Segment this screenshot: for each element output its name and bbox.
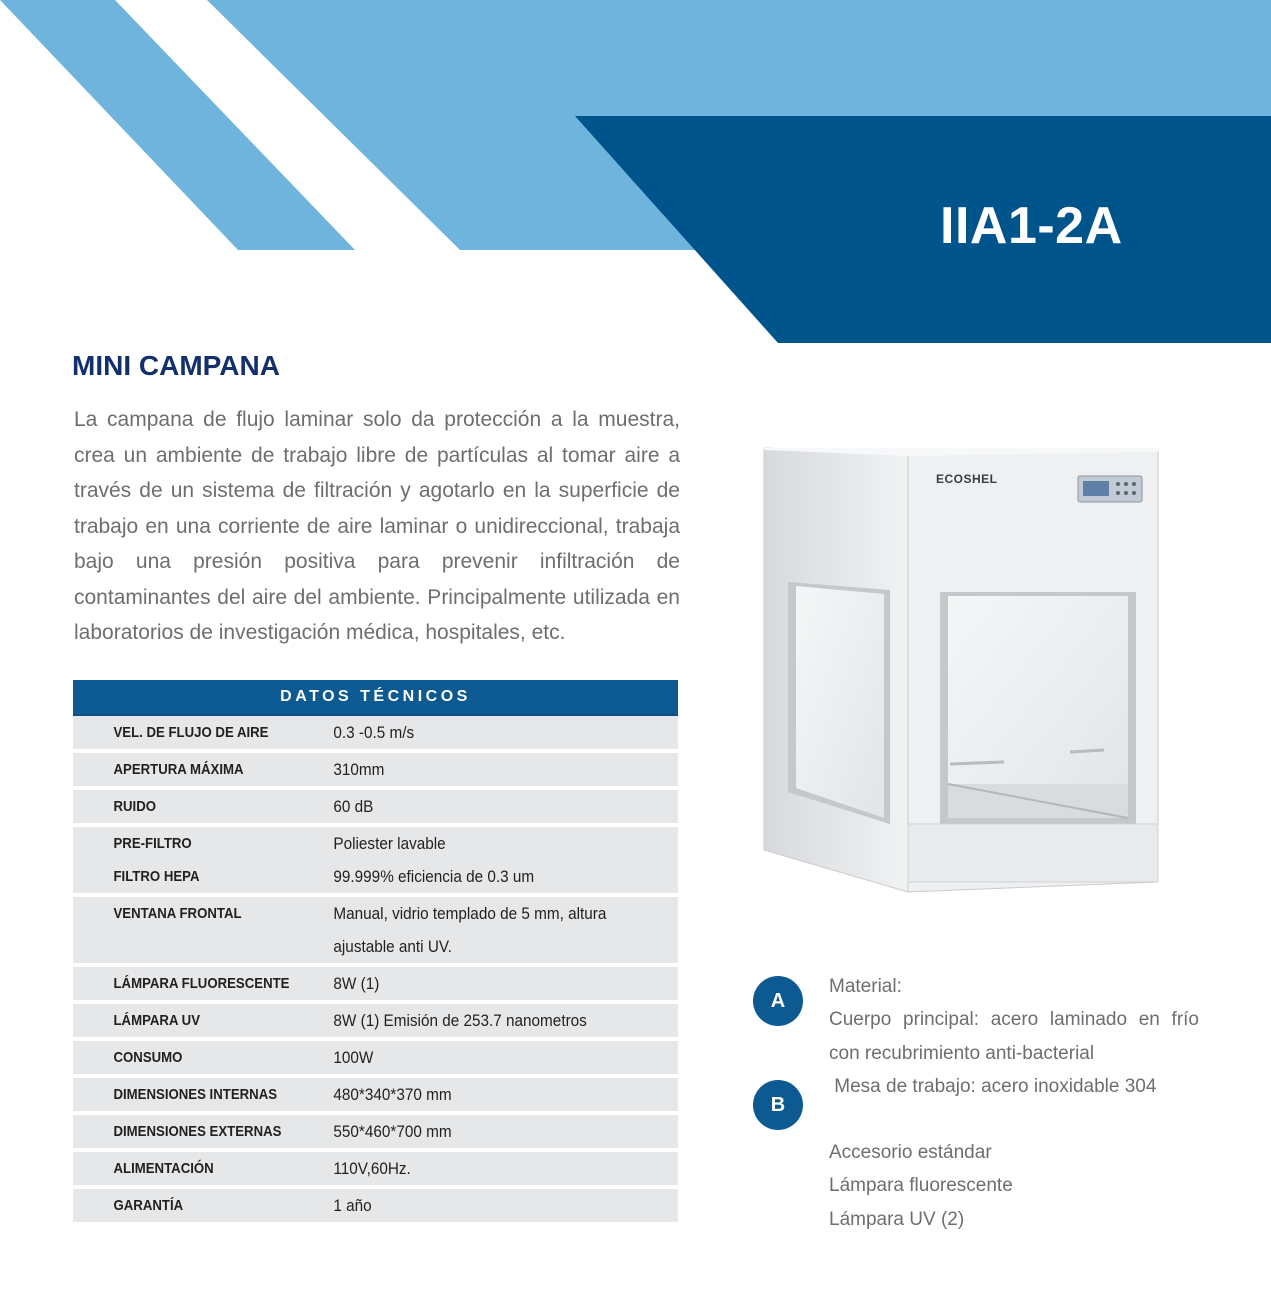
- spec-label: ALIMENTACIÓN: [113, 1160, 214, 1177]
- header-banner: [0, 0, 1271, 345]
- accessory-item: Lámpara UV (2): [829, 1208, 965, 1230]
- spec-value: 480*340*370 mm: [333, 1084, 452, 1104]
- spec-row: [73, 1078, 678, 1115]
- spec-value: 60 dB: [333, 796, 374, 816]
- spec-value: 110V,60Hz.: [333, 1158, 411, 1178]
- spec-row: [73, 967, 678, 1004]
- brand-label: ECOSHEL: [936, 472, 998, 486]
- spec-label: GARANTÍA: [113, 1197, 184, 1214]
- specs-table: [73, 680, 678, 1226]
- specs-heading: DATOS TÉCNICOS: [73, 680, 678, 716]
- spec-row: [73, 827, 678, 897]
- spec-value: ajustable anti UV.: [333, 936, 452, 956]
- spec-label: RUIDO: [113, 798, 157, 815]
- material-line: Mesa de trabajo: acero inoxidable 304: [829, 1075, 1157, 1097]
- spec-label: VEL. DE FLUJO DE AIRE: [113, 724, 269, 741]
- spec-value: 99.999% eficiencia de 0.3 um: [333, 866, 535, 886]
- spec-label: LÁMPARA FLUORESCENTE: [113, 975, 290, 992]
- model-number: IIA1-2A: [940, 197, 1123, 255]
- product-title: MINI CAMPANA: [72, 350, 280, 381]
- spec-row: [73, 753, 678, 790]
- spec-label: CONSUMO: [113, 1049, 183, 1066]
- badge-a: A: [753, 976, 803, 1026]
- product-image: [760, 446, 1162, 896]
- spec-row: [73, 897, 678, 967]
- product-description: La campana de flujo laminar solo da protección a la muestra, crea un ambiente de trabajo libre de partículas al tomar aire a través de un sistema de filtración y agotarlo en la superficie de trabajo en una corriente de aire laminar o unidireccional, trabaja bajo una presión positiva para prevenir infiltración de contaminantes del aire del ambiente. Principalmente utilizada en laboratorios de investigación médica, hospitales, etc.: [74, 408, 680, 644]
- spec-label: LÁMPARA UV: [113, 1012, 201, 1029]
- spec-value: 1 año: [333, 1195, 372, 1215]
- material-heading: Material:: [829, 976, 902, 997]
- accessory-heading: Accesorio estándar: [829, 1142, 992, 1164]
- spec-label: DIMENSIONES EXTERNAS: [113, 1123, 282, 1140]
- spec-row: [73, 790, 678, 827]
- spec-label: FILTRO HEPA: [113, 868, 200, 885]
- spec-value: 8W (1): [333, 973, 380, 993]
- spec-row: [73, 1152, 678, 1189]
- spec-value: Poliester lavable: [333, 833, 446, 853]
- spec-row: [73, 1041, 678, 1078]
- spec-label: APERTURA MÁXIMA: [113, 761, 244, 778]
- material-line: Cuerpo principal: acero laminado en frío: [829, 1009, 1199, 1031]
- spec-row: [73, 1115, 678, 1152]
- spec-label: VENTANA FRONTAL: [113, 905, 242, 922]
- spec-row: [73, 716, 678, 753]
- spec-label: PRE-FILTRO: [113, 835, 192, 852]
- spec-value: Manual, vidrio templado de 5 mm, altura: [333, 903, 607, 923]
- spec-value: 100W: [333, 1047, 374, 1067]
- spec-value: 310mm: [333, 759, 385, 779]
- features-list: [829, 970, 1199, 1236]
- spec-label: DIMENSIONES INTERNAS: [113, 1086, 278, 1103]
- badge-b: B: [753, 1080, 803, 1130]
- spec-value: 8W (1) Emisión de 253.7 nanometros: [333, 1010, 587, 1030]
- accessory-item: Lámpara fluorescente: [829, 1175, 1013, 1197]
- spec-row: [73, 1189, 678, 1226]
- spec-value: 0.3 -0.5 m/s: [333, 722, 415, 742]
- material-line: con recubrimiento anti-bacterial: [829, 1042, 1095, 1064]
- spec-row: [73, 1004, 678, 1041]
- spec-value: 550*460*700 mm: [333, 1121, 452, 1141]
